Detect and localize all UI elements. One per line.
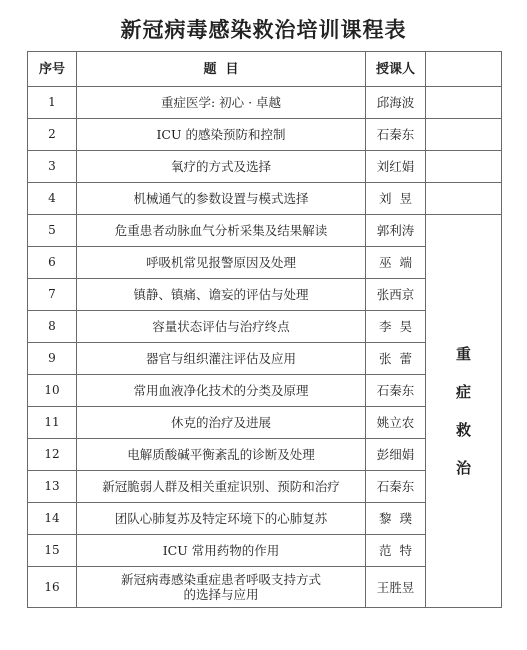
row-num: 11 (28, 407, 77, 439)
category-cell-empty (426, 183, 502, 215)
table-row (28, 215, 502, 247)
row-num: 14 (28, 503, 77, 535)
table-row (28, 119, 502, 151)
table-row (28, 151, 502, 183)
row-num: 13 (28, 471, 77, 503)
row-lecturer: 姚立农 (366, 407, 426, 439)
row-num: 16 (28, 567, 77, 608)
row-num: 10 (28, 375, 77, 407)
row-num: 9 (28, 343, 77, 375)
row-num: 8 (28, 311, 77, 343)
row-num: 15 (28, 535, 77, 567)
header-num: 序号 (28, 52, 77, 87)
row-topic: 氧疗的方式及选择 (77, 151, 366, 183)
row-topic: 器官与组织灌注评估及应用 (77, 343, 366, 375)
row-num: 12 (28, 439, 77, 471)
row-topic: 电解质酸碱平衡紊乱的诊断及处理 (77, 439, 366, 471)
row-topic: 机械通气的参数设置与模式选择 (77, 183, 366, 215)
row-lecturer: 石秦东 (366, 471, 426, 503)
row-topic-line: 的选择与应用 (183, 587, 259, 602)
row-lecturer: 王胜昱 (366, 567, 426, 608)
row-lecturer: 刘红娟 (366, 151, 426, 183)
row-topic: 重症医学: 初心 · 卓越 (77, 87, 366, 119)
row-topic: 休克的治疗及进展 (77, 407, 366, 439)
row-lecturer: 李 昊 (366, 311, 426, 343)
row-topic: 常用血液净化技术的分类及原理 (77, 375, 366, 407)
row-topic: 新冠脆弱人群及相关重症识别、预防和治疗 (77, 471, 366, 503)
category-cell (426, 215, 502, 608)
row-topic: 镇静、镇痛、谵妄的评估与处理 (77, 279, 366, 311)
header-lecturer: 授课人 (366, 52, 426, 87)
row-lecturer: 黎 璞 (366, 503, 426, 535)
category-cell-empty (426, 87, 502, 119)
row-topic: ICU 常用药物的作用 (77, 535, 366, 567)
row-topic (77, 567, 366, 608)
row-lecturer: 张 蕾 (366, 343, 426, 375)
row-num: 4 (28, 183, 77, 215)
category-char: 治 (455, 459, 471, 477)
row-topic: 危重患者动脉血气分析采集及结果解读 (77, 215, 366, 247)
row-num: 3 (28, 151, 77, 183)
header-topic: 题 目 (77, 52, 366, 87)
row-lecturer: 刘 昱 (366, 183, 426, 215)
row-topic: 团队心肺复苏及特定环境下的心肺复苏 (77, 503, 366, 535)
row-topic: 呼吸机常见报警原因及处理 (77, 247, 366, 279)
row-num: 2 (28, 119, 77, 151)
category-char: 救 (455, 421, 471, 439)
category-cell-empty (426, 119, 502, 151)
course-schedule-table (27, 51, 502, 608)
category-char: 重 (455, 345, 471, 363)
category-cell-empty (426, 151, 502, 183)
table-row (28, 87, 502, 119)
table-header-row (28, 52, 502, 87)
row-lecturer: 邱海波 (366, 87, 426, 119)
row-topic: 容量状态评估与治疗终点 (77, 311, 366, 343)
row-lecturer: 彭细娟 (366, 439, 426, 471)
row-num: 5 (28, 215, 77, 247)
row-num: 7 (28, 279, 77, 311)
row-lecturer: 范 特 (366, 535, 426, 567)
row-num: 6 (28, 247, 77, 279)
row-topic-line: 新冠病毒感染重症患者呼吸支持方式 (120, 572, 321, 587)
row-num: 1 (28, 87, 77, 119)
row-lecturer: 郭利涛 (366, 215, 426, 247)
row-lecturer: 石秦东 (366, 119, 426, 151)
row-lecturer: 石秦东 (366, 375, 426, 407)
row-lecturer: 张西京 (366, 279, 426, 311)
category-char: 症 (455, 383, 471, 401)
header-category (426, 52, 502, 87)
table-row (28, 183, 502, 215)
page-title: 新冠病毒感染救治培训课程表 (120, 17, 407, 42)
row-lecturer: 巫 端 (366, 247, 426, 279)
row-topic: ICU 的感染预防和控制 (77, 119, 366, 151)
